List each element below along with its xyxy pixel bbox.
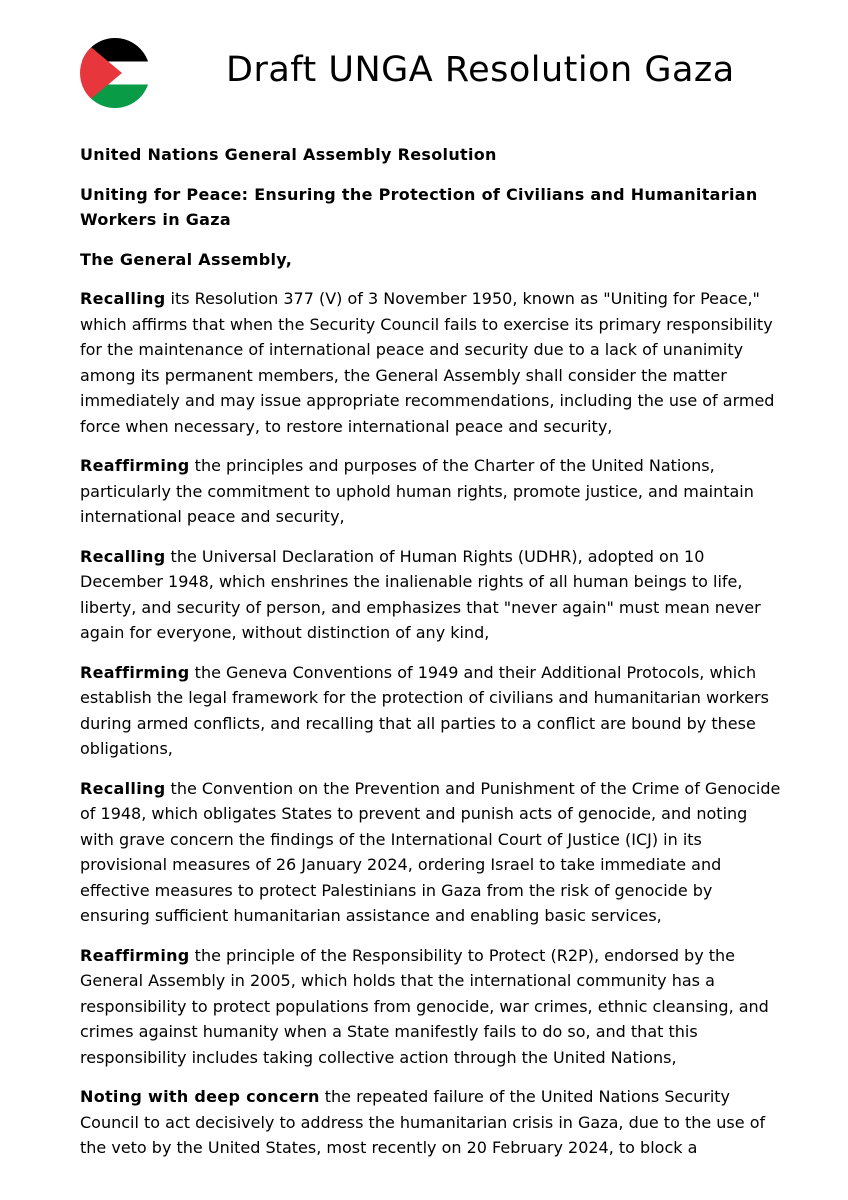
paragraph-text: the principle of the Responsibility to Protect (R2P), endorsed by the General Assembly in 2005, which holds that the international community has a responsibility to protect populations from genocide, war crimes, ethnic cleansing, and crimes against humanity when a State manifestly fails to do so, and that this responsibility includes taking collective action through the United Nations, bbox=[80, 945, 769, 1067]
page-title: Draft UNGA Resolution Gaza bbox=[226, 50, 735, 90]
paragraph-lead: Reaffirming bbox=[80, 662, 190, 682]
paragraph-lead: Reaffirming bbox=[80, 945, 190, 965]
preamble-paragraph bbox=[80, 544, 784, 646]
paragraph-text: the Universal Declaration of Human Rights (UDHR), adopted on 10 December 1948, which enshrines the inalienable rights of all human beings to life, liberty, and security of person, and emphasizes that "never again" must mean never again for everyone, without distinction of any kind, bbox=[80, 546, 761, 642]
document-header bbox=[0, 0, 848, 108]
preamble-paragraph bbox=[80, 943, 784, 1071]
paragraph-lead: Recalling bbox=[80, 546, 166, 566]
document-body bbox=[0, 108, 848, 1161]
paragraph-lead: Recalling bbox=[80, 778, 166, 798]
paragraph-text: its Resolution 377 (V) of 3 November 1950, known as "Uniting for Peace," which affirms that when the Security Council fails to exercise its primary responsibility for the maintenance of international peace and security due to a lack of unanimity among its permanent members, the General Assembly shall consider the matter immediately and may issue appropriate recommendations, including the use of armed force when necessary, to restore international peace and security, bbox=[80, 289, 775, 436]
resolution-heading: United Nations General Assembly Resolution bbox=[80, 145, 497, 164]
preamble-paragraph bbox=[80, 1084, 784, 1161]
paragraph-text: the repeated failure of the United Nations Security Council to act decisively to address the humanitarian crisis in Gaza, due to the use of the veto by the United States, most recently on 20 February 2024, to block a bbox=[80, 1087, 766, 1157]
resolution-subtitle: Uniting for Peace: Ensuring the Protection of Civilians and Humanitarian Workers in Gaza bbox=[80, 184, 758, 229]
preamble-opening: The General Assembly, bbox=[80, 249, 293, 269]
paragraph-text: the Geneva Conventions of 1949 and their Additional Protocols, which establish the legal framework for the protection of civilians and humanitarian workers during armed conflicts, and recalling that all parties to a conflict are bound by these obligations, bbox=[80, 662, 769, 758]
flag-red-triangle bbox=[80, 38, 150, 108]
preamble-paragraph bbox=[80, 453, 784, 530]
palestine-flag-icon bbox=[80, 38, 150, 108]
paragraph-text: the Convention on the Prevention and Punishment of the Crime of Genocide of 1948, which obligates States to prevent and punish acts of genocide, and noting with grave concern the findings of the International Court of Justice (ICJ) in its provisional measures of 26 January 2024, ordering Israel to take immediate and effective measures to protect Palestinians in Gaza from the risk of genocide by ensuring sufficient humanitarian assistance and enabling basic services, bbox=[80, 778, 781, 925]
paragraph-lead: Reaffirming bbox=[80, 456, 190, 475]
preamble-paragraph bbox=[80, 286, 784, 439]
paragraph-lead: Recalling bbox=[80, 289, 166, 308]
paragraph-text: the principles and purposes of the Charter of the United Nations, particularly the commitment to uphold human rights, promote justice, and maintain international peace and security, bbox=[80, 456, 754, 526]
preamble-paragraph bbox=[80, 776, 784, 929]
paragraph-lead: Noting with deep concern bbox=[80, 1087, 320, 1106]
preamble-paragraph bbox=[80, 660, 784, 762]
